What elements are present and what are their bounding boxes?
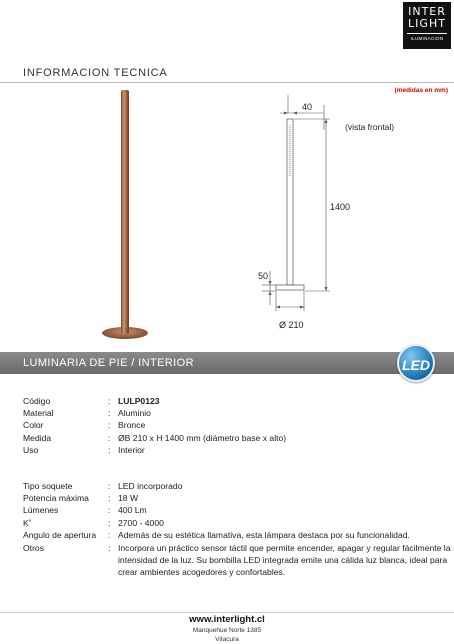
category-banner bbox=[0, 352, 454, 374]
led-badge-icon: LED bbox=[397, 344, 435, 382]
logo-divider bbox=[407, 33, 447, 34]
base-height-dimension-label: 50 bbox=[258, 271, 269, 281]
height-dimension-label: 1400 bbox=[330, 202, 351, 212]
website-link[interactable]: www.interlight.cl bbox=[189, 614, 265, 625]
width-dimension-label: 40 bbox=[302, 102, 313, 112]
brand-logo bbox=[403, 2, 451, 49]
view-label: (vista frontal) bbox=[345, 122, 395, 132]
address-line-1: Manquehue Norte 1385 bbox=[192, 627, 262, 634]
technical-drawing bbox=[250, 95, 400, 340]
address-line-2: Vitacura bbox=[215, 636, 239, 643]
header-rule bbox=[0, 82, 454, 83]
logo-line-2: LIGHT bbox=[408, 17, 446, 30]
base-diameter-dimension-label: Ø 210 bbox=[279, 320, 304, 330]
units-note: (medidas en mm) bbox=[394, 87, 448, 94]
section-title: INFORMACION TECNICA bbox=[23, 67, 168, 79]
banner-title: LUMINARIA DE PIE / INTERIOR bbox=[23, 357, 194, 369]
product-image bbox=[95, 90, 155, 345]
logo-line-1: INTER bbox=[408, 5, 446, 18]
logo-line-3: ILUMINACION bbox=[410, 36, 444, 41]
footer-rule bbox=[0, 612, 454, 613]
